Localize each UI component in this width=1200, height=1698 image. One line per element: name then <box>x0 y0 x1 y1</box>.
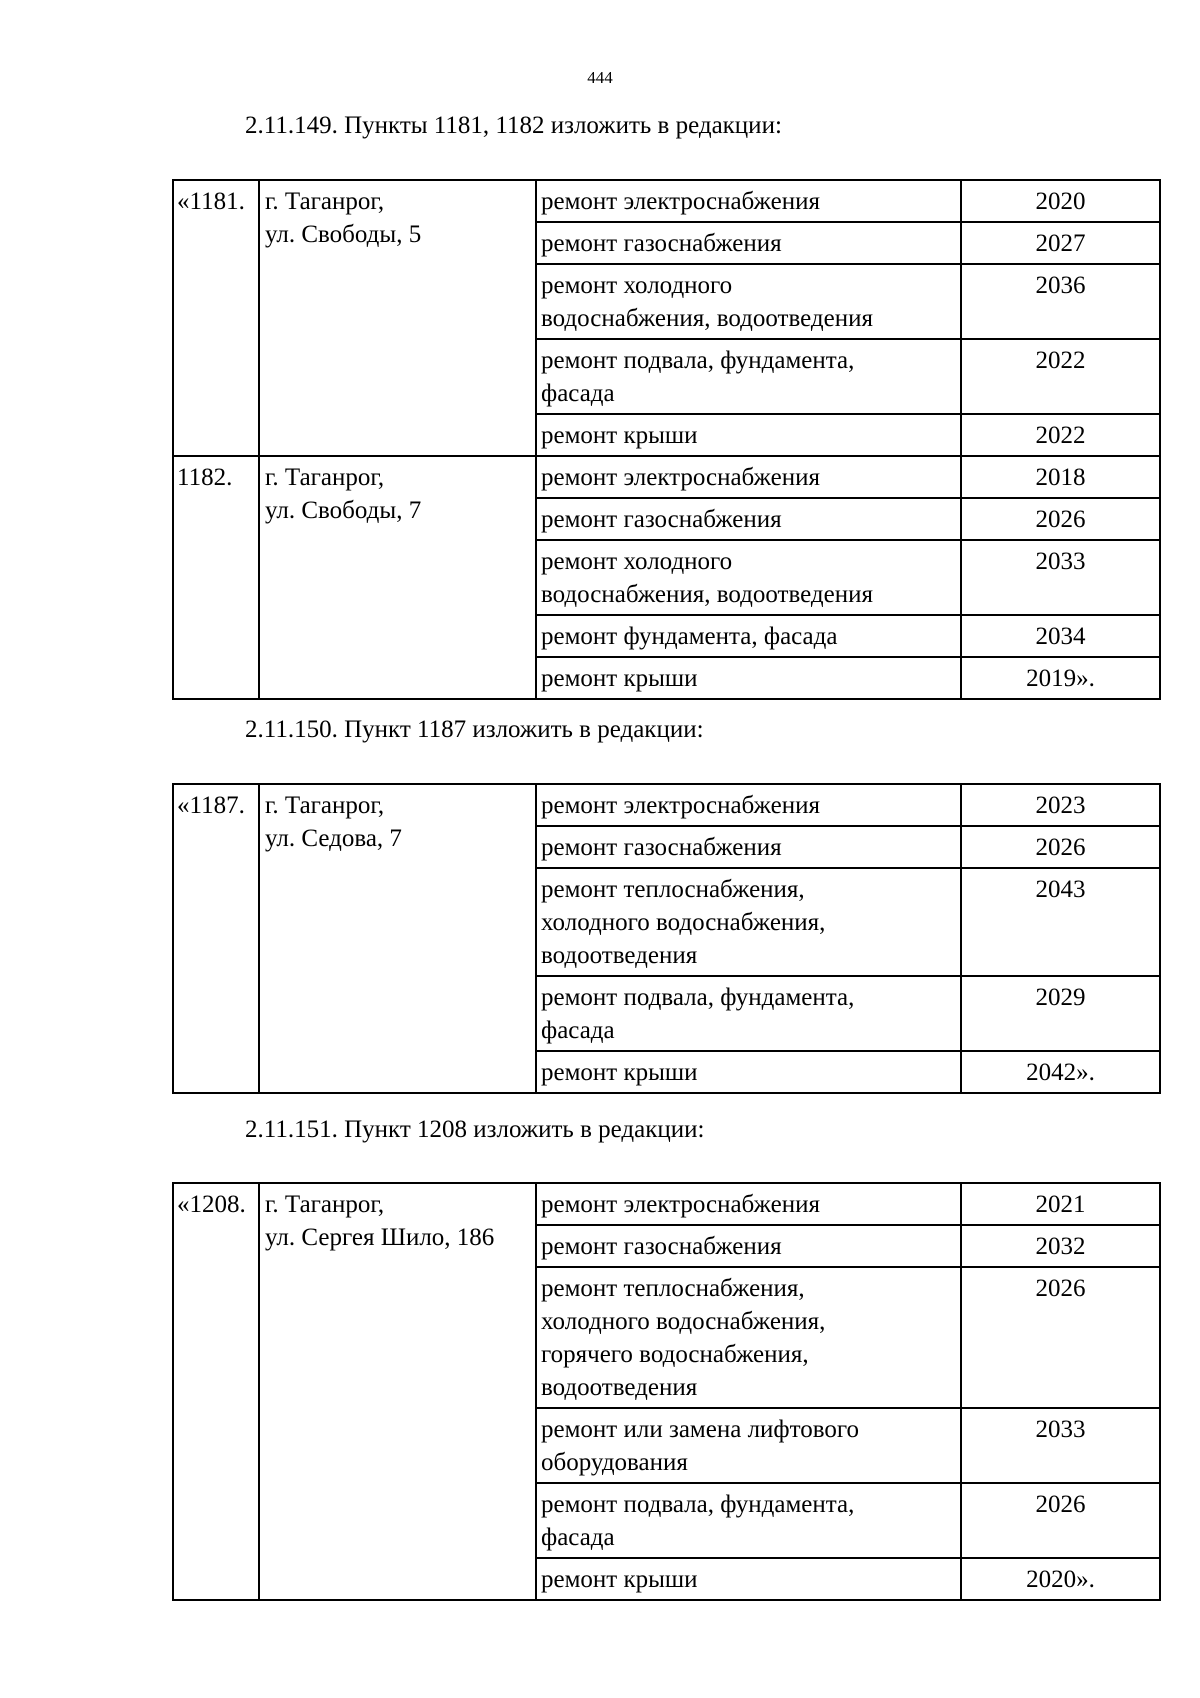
item-number: «1181. <box>173 180 259 456</box>
work-year: 2026 <box>961 1483 1160 1558</box>
amendment-table <box>172 1182 1161 1601</box>
work-type: ремонт электроснабжения <box>536 456 961 498</box>
work-year: 2022 <box>961 339 1160 414</box>
work-type: ремонт холодного водоснабжения, водоотведения <box>536 264 961 339</box>
item-address: г. Таганрог, ул. Свободы, 5 <box>259 180 536 456</box>
item-number: 1182. <box>173 456 259 699</box>
work-year: 2033 <box>961 1408 1160 1483</box>
work-type: ремонт теплоснабжения, холодного водоснабжения, горячего водоснабжения, водоотведения <box>536 1267 961 1408</box>
work-year: 2019». <box>961 657 1160 699</box>
amendment-table <box>172 783 1161 1094</box>
work-year: 2018 <box>961 456 1160 498</box>
item-number: «1187. <box>173 784 259 1093</box>
work-type: ремонт электроснабжения <box>536 784 961 826</box>
table-row <box>173 456 1160 498</box>
amendment-table <box>172 179 1161 700</box>
work-year: 2032 <box>961 1225 1160 1267</box>
work-year: 2022 <box>961 414 1160 456</box>
work-year: 2029 <box>961 976 1160 1051</box>
work-year: 2026 <box>961 498 1160 540</box>
table-row <box>173 180 1160 222</box>
work-type: ремонт газоснабжения <box>536 826 961 868</box>
table-row <box>173 1183 1160 1225</box>
work-year: 2020». <box>961 1558 1160 1600</box>
work-year: 2027 <box>961 222 1160 264</box>
work-type: ремонт газоснабжения <box>536 1225 961 1267</box>
work-year: 2043 <box>961 868 1160 976</box>
work-year: 2036 <box>961 264 1160 339</box>
item-address: г. Таганрог, ул. Седова, 7 <box>259 784 536 1093</box>
work-type: ремонт фундамента, фасада <box>536 615 961 657</box>
item-address: г. Таганрог, ул. Свободы, 7 <box>259 456 536 699</box>
work-year: 2021 <box>961 1183 1160 1225</box>
work-year: 2026 <box>961 1267 1160 1408</box>
work-type: ремонт крыши <box>536 657 961 699</box>
work-type: ремонт газоснабжения <box>536 222 961 264</box>
section-heading: 2.11.149. Пункты 1181, 1182 изложить в редакции: <box>245 112 782 139</box>
work-type: ремонт электроснабжения <box>536 1183 961 1225</box>
item-number: «1208. <box>173 1183 259 1600</box>
work-type: ремонт подвала, фундамента, фасада <box>536 976 961 1051</box>
work-type: ремонт подвала, фундамента, фасада <box>536 1483 961 1558</box>
work-type: ремонт крыши <box>536 414 961 456</box>
work-type: ремонт или замена лифтового оборудования <box>536 1408 961 1483</box>
work-year: 2026 <box>961 826 1160 868</box>
section-heading: 2.11.150. Пункт 1187 изложить в редакции: <box>245 716 704 743</box>
work-type: ремонт подвала, фундамента, фасада <box>536 339 961 414</box>
work-type: ремонт холодного водоснабжения, водоотведения <box>536 540 961 615</box>
work-year: 2023 <box>961 784 1160 826</box>
work-year: 2034 <box>961 615 1160 657</box>
work-type: ремонт крыши <box>536 1558 961 1600</box>
item-address: г. Таганрог, ул. Сергея Шило, 186 <box>259 1183 536 1600</box>
work-year: 2042». <box>961 1051 1160 1093</box>
table-row <box>173 784 1160 826</box>
work-type: ремонт газоснабжения <box>536 498 961 540</box>
work-year: 2033 <box>961 540 1160 615</box>
work-type: ремонт электроснабжения <box>536 180 961 222</box>
section-heading: 2.11.151. Пункт 1208 изложить в редакции: <box>245 1116 705 1143</box>
work-type: ремонт теплоснабжения, холодного водоснабжения, водоотведения <box>536 868 961 976</box>
work-year: 2020 <box>961 180 1160 222</box>
work-type: ремонт крыши <box>536 1051 961 1093</box>
page-number: 444 <box>587 68 613 87</box>
